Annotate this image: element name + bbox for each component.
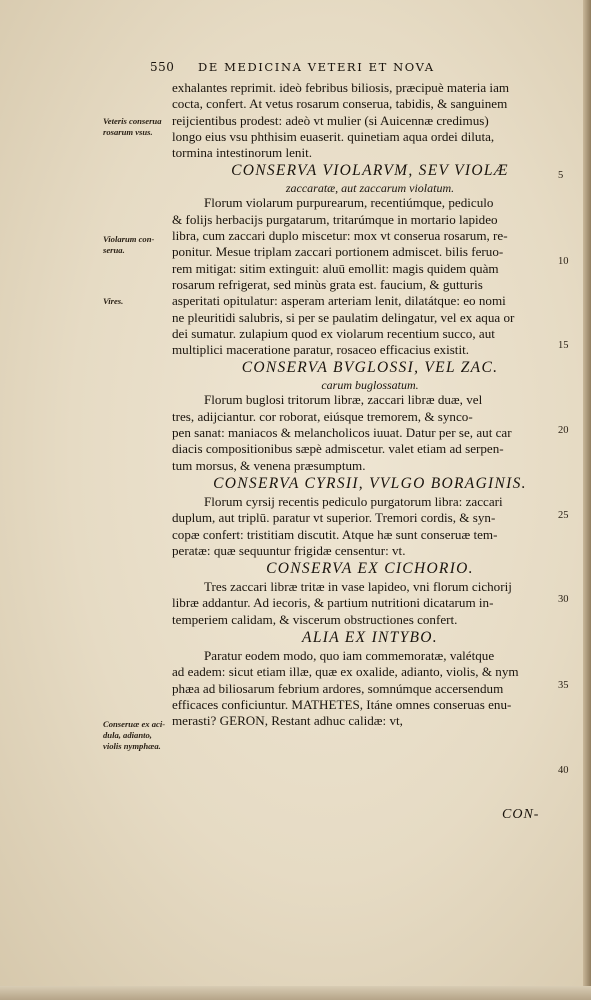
text-line: Paratur eodem modo, quo iam commemoratæ, valétque [204, 648, 495, 664]
text-line: ad eadem: sicut etiam illæ, quæ ex oxalide, adianto, violis, & nym [172, 664, 519, 680]
text-line: asperitati opitulatur: asperam arteriam lenit, dilatátque: eo nomi [172, 293, 506, 309]
text-line: pen sanat: maniacos & melancholicos iuuat. Datur per se, aut car [172, 425, 512, 441]
side-note-line: Vires. [103, 296, 124, 306]
section-heading: CONSERVA BVGLOSSI, VEL ZAC. [241, 359, 499, 377]
line-number: 20 [558, 425, 569, 436]
catchword: CON- [502, 807, 540, 822]
text-line: merasti? GERON, Restant adhuc calidæ: vt, [172, 713, 403, 729]
text-line: & folijs herbacijs purgatarum, tritarúmque in mortario lapideo [172, 211, 498, 227]
text-line: rem mitigat: sitim extinguit: aluū emollit: magis quidem quàm [172, 260, 499, 276]
side-note-violarum [103, 234, 154, 256]
section-heading: ALIA EX INTYBO. [302, 629, 438, 647]
page-edge-shadow [583, 0, 591, 1000]
text-line: copæ confert: tristitiam discutit. Atque hæ sunt conseruæ tem- [172, 526, 498, 542]
text-line: diacis compositionibus sæpè admiscetur. valet etiam ad serpen- [172, 441, 504, 457]
line-number: 35 [558, 680, 569, 691]
text-line: reijcientibus prodest: adeò vt mulier (si Auicennæ credimus) [172, 112, 489, 128]
side-note-line: serua. [103, 245, 125, 255]
side-note-line: Veteris conserua [103, 116, 162, 126]
text-line: Florum buglosi tritorum libræ, zaccari libræ duæ, vel [204, 392, 483, 408]
text-line: rosarum refrigerat, sed minùs grata est. faucium, & gutturis [172, 276, 483, 292]
page-number: 550 [150, 60, 175, 74]
side-note-line: Conseruæ ex aci- [103, 719, 166, 729]
section-heading: CONSERVA CYRSII, VVLGO BORAGINIS. [213, 474, 527, 492]
text-body [172, 80, 568, 730]
text-line: Florum cyrsij recentis pediculo purgatorum libra: zaccari [204, 493, 503, 509]
text-line: Tres zaccari libræ tritæ in vase lapideo, vni florum cichorij [204, 579, 512, 595]
running-head: DE MEDICINA VETERI ET NOVA [198, 60, 435, 74]
text-line: phæa ad biliosarum febrium ardores, somnúmque accersendum [172, 680, 504, 696]
section-subheading: zaccaratæ, aut zaccarum violatum. [285, 181, 455, 196]
page-header [150, 60, 530, 76]
text-line: longo eius vsu phthisim euaserit. quinetiam aqua ordei diluta, [172, 128, 495, 144]
text-line: duplum, aut triplū. paratur vt superior. Tremori cordis, & syn- [172, 510, 496, 526]
side-note-line: Violarum con- [103, 234, 155, 244]
text-line: ponitur. Mesue triplam zaccari portionem admiscet. bilis feruo- [172, 244, 504, 260]
section-heading: CONSERVA VIOLARVM, SEV VIOLÆ [231, 162, 509, 180]
text-line: libra, cum zaccari duplo miscetur: mox vt conserua rosarum, re- [172, 228, 508, 244]
text-line: exhalantes reprimit. ideò febribus biliosis, præcipuè materia iam [172, 80, 510, 95]
text-line: temperiem calidam, & viscerum obstructiones confert. [172, 611, 458, 627]
text-line: ne pleuritidi salubris, si per se paulatim delingatur, vel ex aqua or [172, 309, 515, 325]
page-bottom-edge [0, 986, 591, 1000]
side-note-line: dula, adianto, [103, 730, 152, 740]
text-line: tum morsus, & venena præsumptum. [172, 457, 366, 473]
section-subheading: carum buglossatum. [321, 378, 419, 393]
text-line: tres, adijciantur. cor roborat, eiúsque tremorem, & synco- [172, 408, 473, 424]
side-note-conseruae [103, 719, 165, 752]
line-number: 10 [558, 256, 569, 267]
text-line: tormina intestinorum lenit. [172, 145, 313, 161]
text-line: libræ addantur. Ad iecoris, & partium nutritioni dicatarum in- [172, 595, 494, 611]
text-line: peratæ: quæ sequuntur frigidæ censentur: vt. [172, 542, 406, 558]
line-number: 30 [558, 594, 569, 605]
text-line: Florum violarum purpurearum, recentiúmque, pediculo [204, 195, 494, 211]
side-note-line: violis nymphæa. [103, 741, 161, 751]
line-number: 40 [558, 765, 569, 776]
text-line: cocta, confert. At vetus rosarum conserua, tabidis, & sanguinem [172, 96, 508, 112]
side-note-line: rosarum vsus. [103, 127, 153, 137]
side-note-vires [103, 296, 123, 307]
line-number: 25 [558, 510, 569, 521]
text-line: dei sumatur. zulapium quod ex violarum recentium succo, aut [172, 325, 495, 341]
text-line: efficaces conficiuntur. MATHETES, Itáne omnes conseruas enu- [172, 696, 512, 712]
text-line: multiplici maceratione paratur, rosaceo efficacius existit. [172, 342, 469, 358]
line-number: 5 [558, 170, 564, 181]
side-note-veteris [103, 116, 162, 138]
section-heading: CONSERVA EX CICHORIO. [266, 560, 474, 578]
line-number: 15 [558, 340, 569, 351]
